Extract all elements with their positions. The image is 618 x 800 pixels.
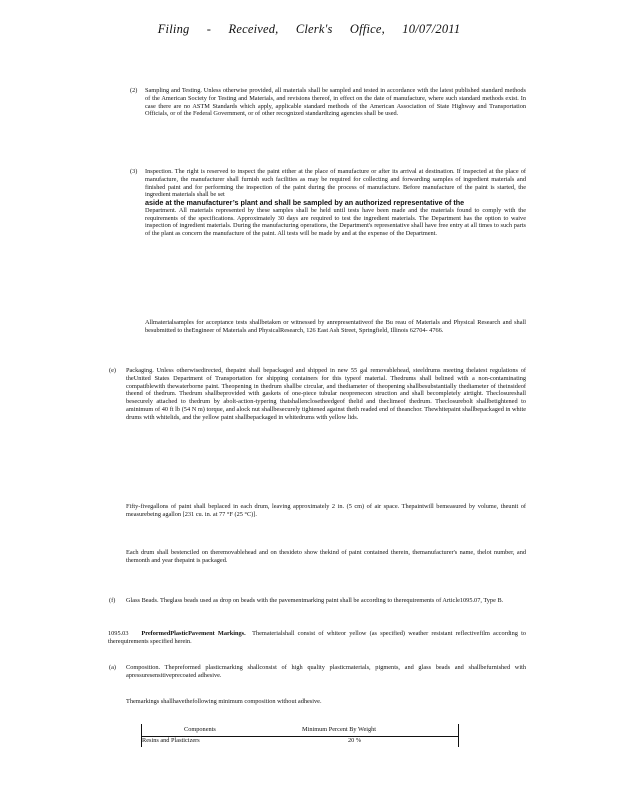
packaging-volume-paragraph <box>126 503 526 519</box>
section-text: Thematerialshall consist of whiteor yellow (as specified) weather resistant reflectivefilm according to therequirements specified herein. <box>108 630 526 645</box>
glass-beads-label: (f) <box>109 597 116 604</box>
composition-text: Composition. Thepreformed plasticmarking shallconsist of high quality plasticmaterials, pigments, and glass beads and shallbefurnished with apressuresensitiveprecoated adhesive. <box>126 664 526 679</box>
glass-beads-paragraph <box>109 597 526 605</box>
table-cell-component: Resins and Plasticizers <box>142 737 200 744</box>
table-row <box>142 737 458 747</box>
section-title: PreformedPlasticPavement Markings. <box>141 630 246 637</box>
packaging-paragraph <box>109 367 526 421</box>
composition-paragraph <box>109 664 526 680</box>
composition-table <box>141 724 459 747</box>
packaging-text-a: Packaging. Unless otherwisedirected, thepaint shall bepackaged and shipped in new 55 gal removablehead, steeldrums meeting thelatest regulations of theUnited States Department of Transportation for shipping containers for this typeof material. Thedrums shall belined with a non-contaminating compatiblewith thewaterborne paint. Theopening in thedrum shallbe circular, and thediameter of theopening shallbesubstantially thediameter of theinsideof theend of thedrum. Thedrum shallbeprovided with gaskets of one-piece tubular neoprenecon struction and shall becompletely airtight. Theclosureshall besecurely attached to thedrum by abolt-action-typering thatshallenclosetheedgeof thelid and theclimeof thedrum. Theclosurebolt shallbetightened to aminimum of 40 ft lb (54 N m) torque, and alock nut shallbesecurely tightened against theth readed end of theanchor. Thewhitepaint shallbepackaged in white drums with whitelids, and the yellow paint shallbepackaged in whitedrums with yellow lids. <box>126 367 526 421</box>
table-header-row <box>142 724 458 737</box>
section-number: 1095.03 <box>108 630 129 637</box>
filing-header: Filing - Received, Clerk's Office, 10/07/2011 <box>157 22 461 36</box>
table-cell-percent: 20 % <box>348 737 362 744</box>
sampling-text: Sampling and Testing. Unless otherwise provided, all materials shall be sampled and tested in accordance with the latest published standard methods of the American Society for Testing and Materials, and revisions thereof, in effect on the date of manufacture, where such standard methods exist. In case there are no ASTM Standards which apply, applicable standard methods of the American Association of State Highway and Transportation Officials, or of the Federal Government, or of other recognized standardizing agencies shall be used. <box>145 87 526 118</box>
inspection-label: (3) <box>130 168 138 175</box>
inspection-samples-paragraph <box>145 319 526 335</box>
inspection-text-a: Inspection. The right is reserved to inspect the paint either at the place of manufacture or after its arrival at destination. If inspected at the place of manufacture, the manufacturer shall furnish such facilities as may be required for collecting and forwarding samples of ingredient materials and finished paint and for performing the inspection of the paint during the process of manufacture. Before manufacture of the paint is started, the ingredient materials shall be set <box>145 168 526 199</box>
packaging-label: (e) <box>109 367 116 374</box>
composition-intro-paragraph <box>126 698 526 706</box>
table-header-components: Components <box>184 726 216 733</box>
glass-beads-text: Glass Beads. Theglass beads used as drop on beads with the pavementmarking paint shall be according to therequirements of Article1095.07, Type B. <box>126 597 504 604</box>
composition-intro: Themarkings shallhavethefollowing minimum composition without adhesive. <box>126 698 322 705</box>
inspection-text-c: Allmaterialsamples for acceptance tests shallbetaken or witnessed by anrepresentativeof the Bu reau of Materials and Physical Research and shall besubmitted to theEngineer of Materials and PhysicalResearch, 126 East Ash Street, Springfield, Illinois 62704- 4766. <box>145 319 526 334</box>
packaging-text-b: Fifty-fivegallons of paint shall beplaced in each drum, leaving approximately 2 in. (5 cm) of air space. Thepaintwill bemeasured by volume, theunit of measurebeing agallon [231 cu. in. at 77 °F (25 °C)]. <box>126 503 526 518</box>
packaging-stencil-paragraph <box>126 549 526 565</box>
inspection-paragraph <box>130 168 526 238</box>
inspection-text-emphasis: aside at the manufacturer’s plant and shall be sampled by an authorized representative of the <box>145 198 465 207</box>
inspection-text-b: Department. All materials represented by these samples shall be held until tests have been made and the materials found to comply with the requirements of the specifications. Approximately 30 days are required to test the ingredient materials. The Department has the option to waive inspection of ingredient materials. During the manufacturing operations, the Department's representative shall have free entry at all times to such parts of the plant as concern the manufacture of the paint. All tests will be made by and at the expense of the Department. <box>145 206 526 237</box>
section-1095-03 <box>108 630 526 646</box>
sampling-label: (2) <box>130 87 138 94</box>
sampling-paragraph <box>130 87 526 118</box>
composition-label: (a) <box>109 664 116 671</box>
packaging-text-c: Each drum shall bestenciled on theremovablehead and on thesideto show thekind of paint contained therein, themanufacturer's name, thelot number, and themonth and year thepaint is packaged. <box>126 549 526 564</box>
table-header-percent: Minimum Percent By Weight <box>302 726 377 733</box>
